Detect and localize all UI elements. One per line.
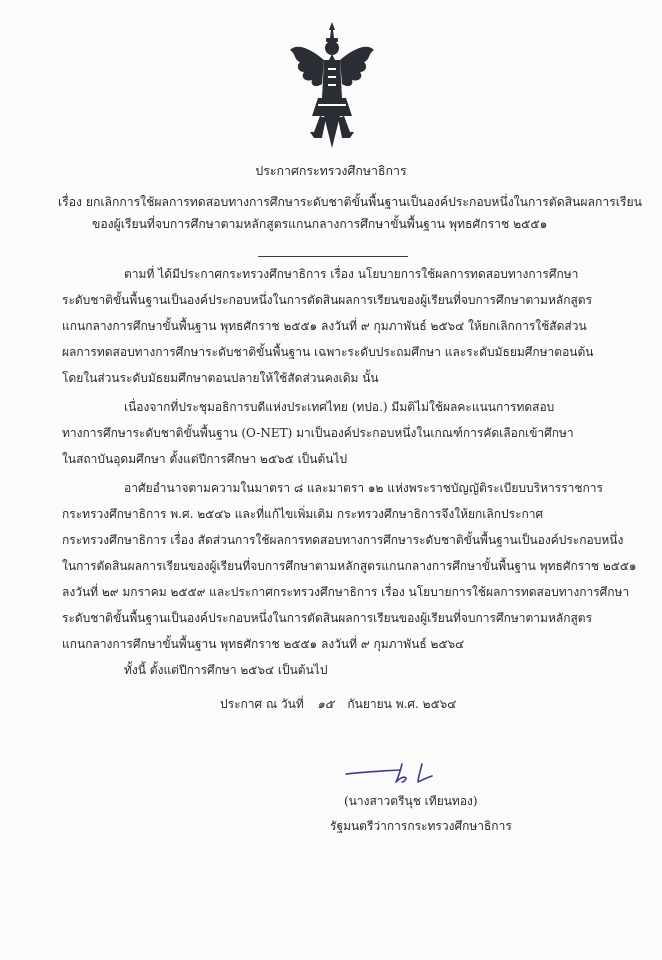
paragraph-2-line-2: ทางการศึกษาระดับชาติขั้นพื้นฐาน (O-NET) มาเป็นองค์ประกอบหนึ่งในเกณฑ์การคัดเลือกเข้าศึกษา — [62, 426, 574, 440]
paragraph-2-line-3: ในสถาบันอุดมศึกษา ตั้งแต่ปีการศึกษา ๒๕๖๕ เป็นต้นไป — [62, 452, 348, 466]
announcement-title: ประกาศกระทรวงศึกษาธิการ — [255, 163, 407, 178]
date-suffix: กันยายน พ.ศ. ๒๕๖๔ — [347, 697, 457, 711]
paragraph-1-line-5: โดยในส่วนระดับมัธยมศึกษาตอนปลายให้ใช้สัดส่วนคงเดิม นั้น — [62, 371, 379, 385]
paragraph-3-line-2: กระทรวงศึกษาธิการ พ.ศ. ๒๕๔๖ และที่แก้ไขเพิ่มเติม กระทรวงศึกษาธิการจึงให้ยกเลิกประกาศ — [62, 507, 544, 521]
date-line — [220, 696, 456, 712]
paragraph-3-line-6: ระดับชาติขั้นพื้นฐานเป็นองค์ประกอบหนึ่งในการตัดสินผลการเรียนของผู้เรียนที่จบการศึกษาตามหลักสูตร — [62, 611, 593, 625]
paragraph-4: ทั้งนี้ ตั้งแต่ปีการศึกษา ๒๕๖๔ เป็นต้นไป — [124, 663, 328, 677]
paragraph-3-line-5: ลงวันที่ ๒๙ มกราคม ๒๕๕๙ และประกาศกระทรวงศึกษาธิการ เรื่อง นโยบายการใช้ผลการทดสอบทางการศึกษา — [62, 585, 630, 599]
paragraph-1-line-1: ตามที่ ได้มีประกาศกระทรวงศึกษาธิการ เรื่อง นโยบายการใช้ผลการทดสอบทางการศึกษา — [124, 267, 579, 281]
garuda-emblem-icon — [288, 20, 376, 150]
paragraph-1-line-3: แกนกลางการศึกษาขั้นพื้นฐาน พุทธศักราช ๒๕๕๑ ลงวันที่ ๙ กุมภาพันธ์ ๒๕๖๔ ให้ยกเลิกการใช้สัดส่วน — [62, 319, 587, 333]
date-prefix: ประกาศ ณ วันที่ — [220, 697, 304, 711]
paragraph-3-line-4: ในการตัดสินผลการเรียนของผู้เรียนที่จบการศึกษาตามหลักสูตรแกนกลางการศึกษาขั้นพื้นฐาน พุทธศักราช ๒๕๕๑ — [62, 559, 637, 573]
signatory-name: (นางสาวตรีนุช เทียนทอง) — [344, 794, 478, 808]
paragraph-1-line-2: ระดับชาติขั้นพื้นฐานเป็นองค์ประกอบหนึ่งในการตัดสินผลการเรียนของผู้เรียนที่จบการศึกษาตามหลักสูตร — [62, 293, 593, 307]
paragraph-3-line-1: อาศัยอำนาจตามความในมาตรา ๘ และมาตรา ๑๒ แห่งพระราชบัญญัติระเบียบบริหารราชการ — [124, 481, 603, 495]
paragraph-3-line-3: กระทรวงศึกษาธิการ เรื่อง สัดส่วนการใช้ผลการทดสอบทางการศึกษาระดับชาติขั้นพื้นฐานเป็นองค์ประกอบหนึ่ง — [62, 533, 624, 547]
paragraph-1-line-4: ผลการทดสอบทางการศึกษาระดับชาติขั้นพื้นฐาน เฉพาะระดับประถมศึกษา และระดับมัธยมศึกษาตอนต้น — [62, 345, 594, 359]
date-day: ๑๕ — [317, 697, 334, 711]
signatory-position: รัฐมนตรีว่าการกระทรวงศึกษาธิการ — [330, 819, 512, 833]
paragraph-3-line-7: แกนกลางการศึกษาขั้นพื้นฐาน พุทธศักราช ๒๕๕๑ ลงวันที่ ๙ กุมภาพันธ์ ๒๕๖๔ — [62, 637, 465, 651]
divider — [258, 256, 408, 257]
paragraph-2-line-1: เนื่องจากที่ประชุมอธิการบดีแห่งประเทศไทย (ทปอ.) มีมติไม่ใช้ผลคะแนนการทดสอบ — [124, 400, 555, 414]
subject-line-1: เรื่อง ยกเลิกการใช้ผลการทดสอบทางการศึกษาระดับชาติขั้นพื้นฐานเป็นองค์ประกอบหนึ่งในการตัดสินผลการเรียน — [58, 195, 642, 209]
subject-line-2: ของผู้เรียนที่จบการศึกษาตามหลักสูตรแกนกลางการศึกษาขั้นพื้นฐาน พุทธศักราช ๒๕๕๑ — [92, 217, 548, 231]
handwritten-signature — [342, 760, 462, 788]
